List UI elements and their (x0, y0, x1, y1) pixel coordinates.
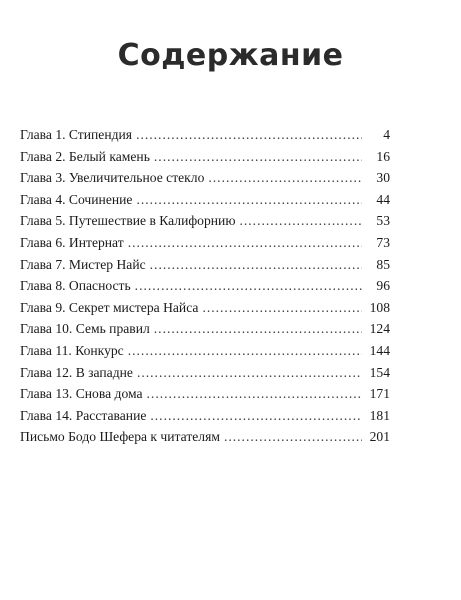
toc-leader-dots (150, 257, 362, 273)
toc-entry-label: Глава 5. Путешествие в Калифорнию (20, 213, 236, 229)
toc-entry (20, 278, 390, 300)
toc-entry (20, 386, 390, 408)
toc-entry (20, 170, 390, 192)
toc-entry (20, 257, 390, 279)
toc-entry (20, 149, 390, 171)
toc-leader-dots (136, 192, 362, 208)
toc-leader-dots (135, 278, 362, 294)
toc-entry-page: 30 (376, 170, 390, 186)
toc-leader-dots (137, 365, 362, 381)
toc-entry (20, 343, 390, 365)
page-title: Содержание (117, 38, 344, 73)
toc-entry (20, 127, 390, 149)
toc-leader-dots (154, 149, 362, 165)
toc-entry (20, 429, 390, 451)
toc-leader-dots (154, 321, 362, 337)
toc-leader-dots (202, 300, 362, 316)
toc-entry-page: 44 (376, 191, 390, 207)
toc-entry-page: 53 (376, 213, 390, 229)
toc-entry-page: 73 (376, 234, 390, 250)
toc-leader-dots (128, 235, 362, 251)
toc-entry-label: Глава 7. Мистер Найс (20, 256, 146, 272)
toc-entry-label: Глава 6. Интернат (20, 234, 124, 250)
toc-leader-dots (224, 429, 362, 445)
toc-entry-page: 4 (383, 127, 390, 142)
toc-entry-page: 201 (369, 429, 390, 445)
toc-entry-label: Глава 4. Сочинение (20, 191, 133, 207)
toc-entry (20, 213, 390, 235)
toc-leader-dots (128, 343, 362, 359)
toc-entry-page: 171 (369, 386, 390, 402)
toc-entry-page: 154 (369, 364, 390, 380)
toc-entry-page: 181 (369, 407, 390, 423)
toc-entry-page: 144 (369, 342, 390, 358)
toc-entry-label: Глава 2. Белый камень (20, 148, 150, 164)
toc-entry-page: 124 (369, 321, 390, 337)
toc-entry-label: Глава 12. В западне (20, 364, 133, 380)
toc-entry (20, 300, 390, 322)
toc-leader-dots (147, 386, 362, 402)
toc-leader-dots (239, 213, 362, 229)
toc-leader-dots (150, 408, 362, 424)
toc-entry (20, 235, 390, 257)
toc-leader-dots (136, 127, 362, 143)
toc-entry-label: Глава 8. Опасность (20, 278, 131, 294)
toc-entry-page: 108 (369, 299, 390, 315)
toc-entry (20, 321, 390, 343)
toc-entry-label: Глава 9. Секрет мистера Найса (20, 299, 199, 315)
toc-entry-label: Глава 11. Конкурс (20, 342, 124, 358)
toc-entry (20, 192, 390, 214)
toc-entry-page: 16 (376, 148, 390, 164)
toc-entry-label: Глава 10. Семь правил (20, 321, 150, 337)
toc-entry-label: Письмо Бодо Шефера к читателям (20, 429, 220, 445)
toc-entry-page: 96 (376, 278, 390, 294)
toc-entry-label: Глава 3. Увеличительное стекло (20, 170, 205, 186)
toc-entry (20, 408, 390, 430)
toc-entry-label: Глава 1. Стипендия (20, 127, 133, 142)
toc-leader-dots (208, 170, 362, 186)
toc-entry-label: Глава 14. Расставание (20, 407, 147, 423)
toc-entry-label: Глава 13. Снова дома (20, 386, 143, 402)
toc-entry (20, 365, 390, 387)
toc-entry-page: 85 (376, 256, 390, 272)
table-of-contents (20, 127, 390, 451)
